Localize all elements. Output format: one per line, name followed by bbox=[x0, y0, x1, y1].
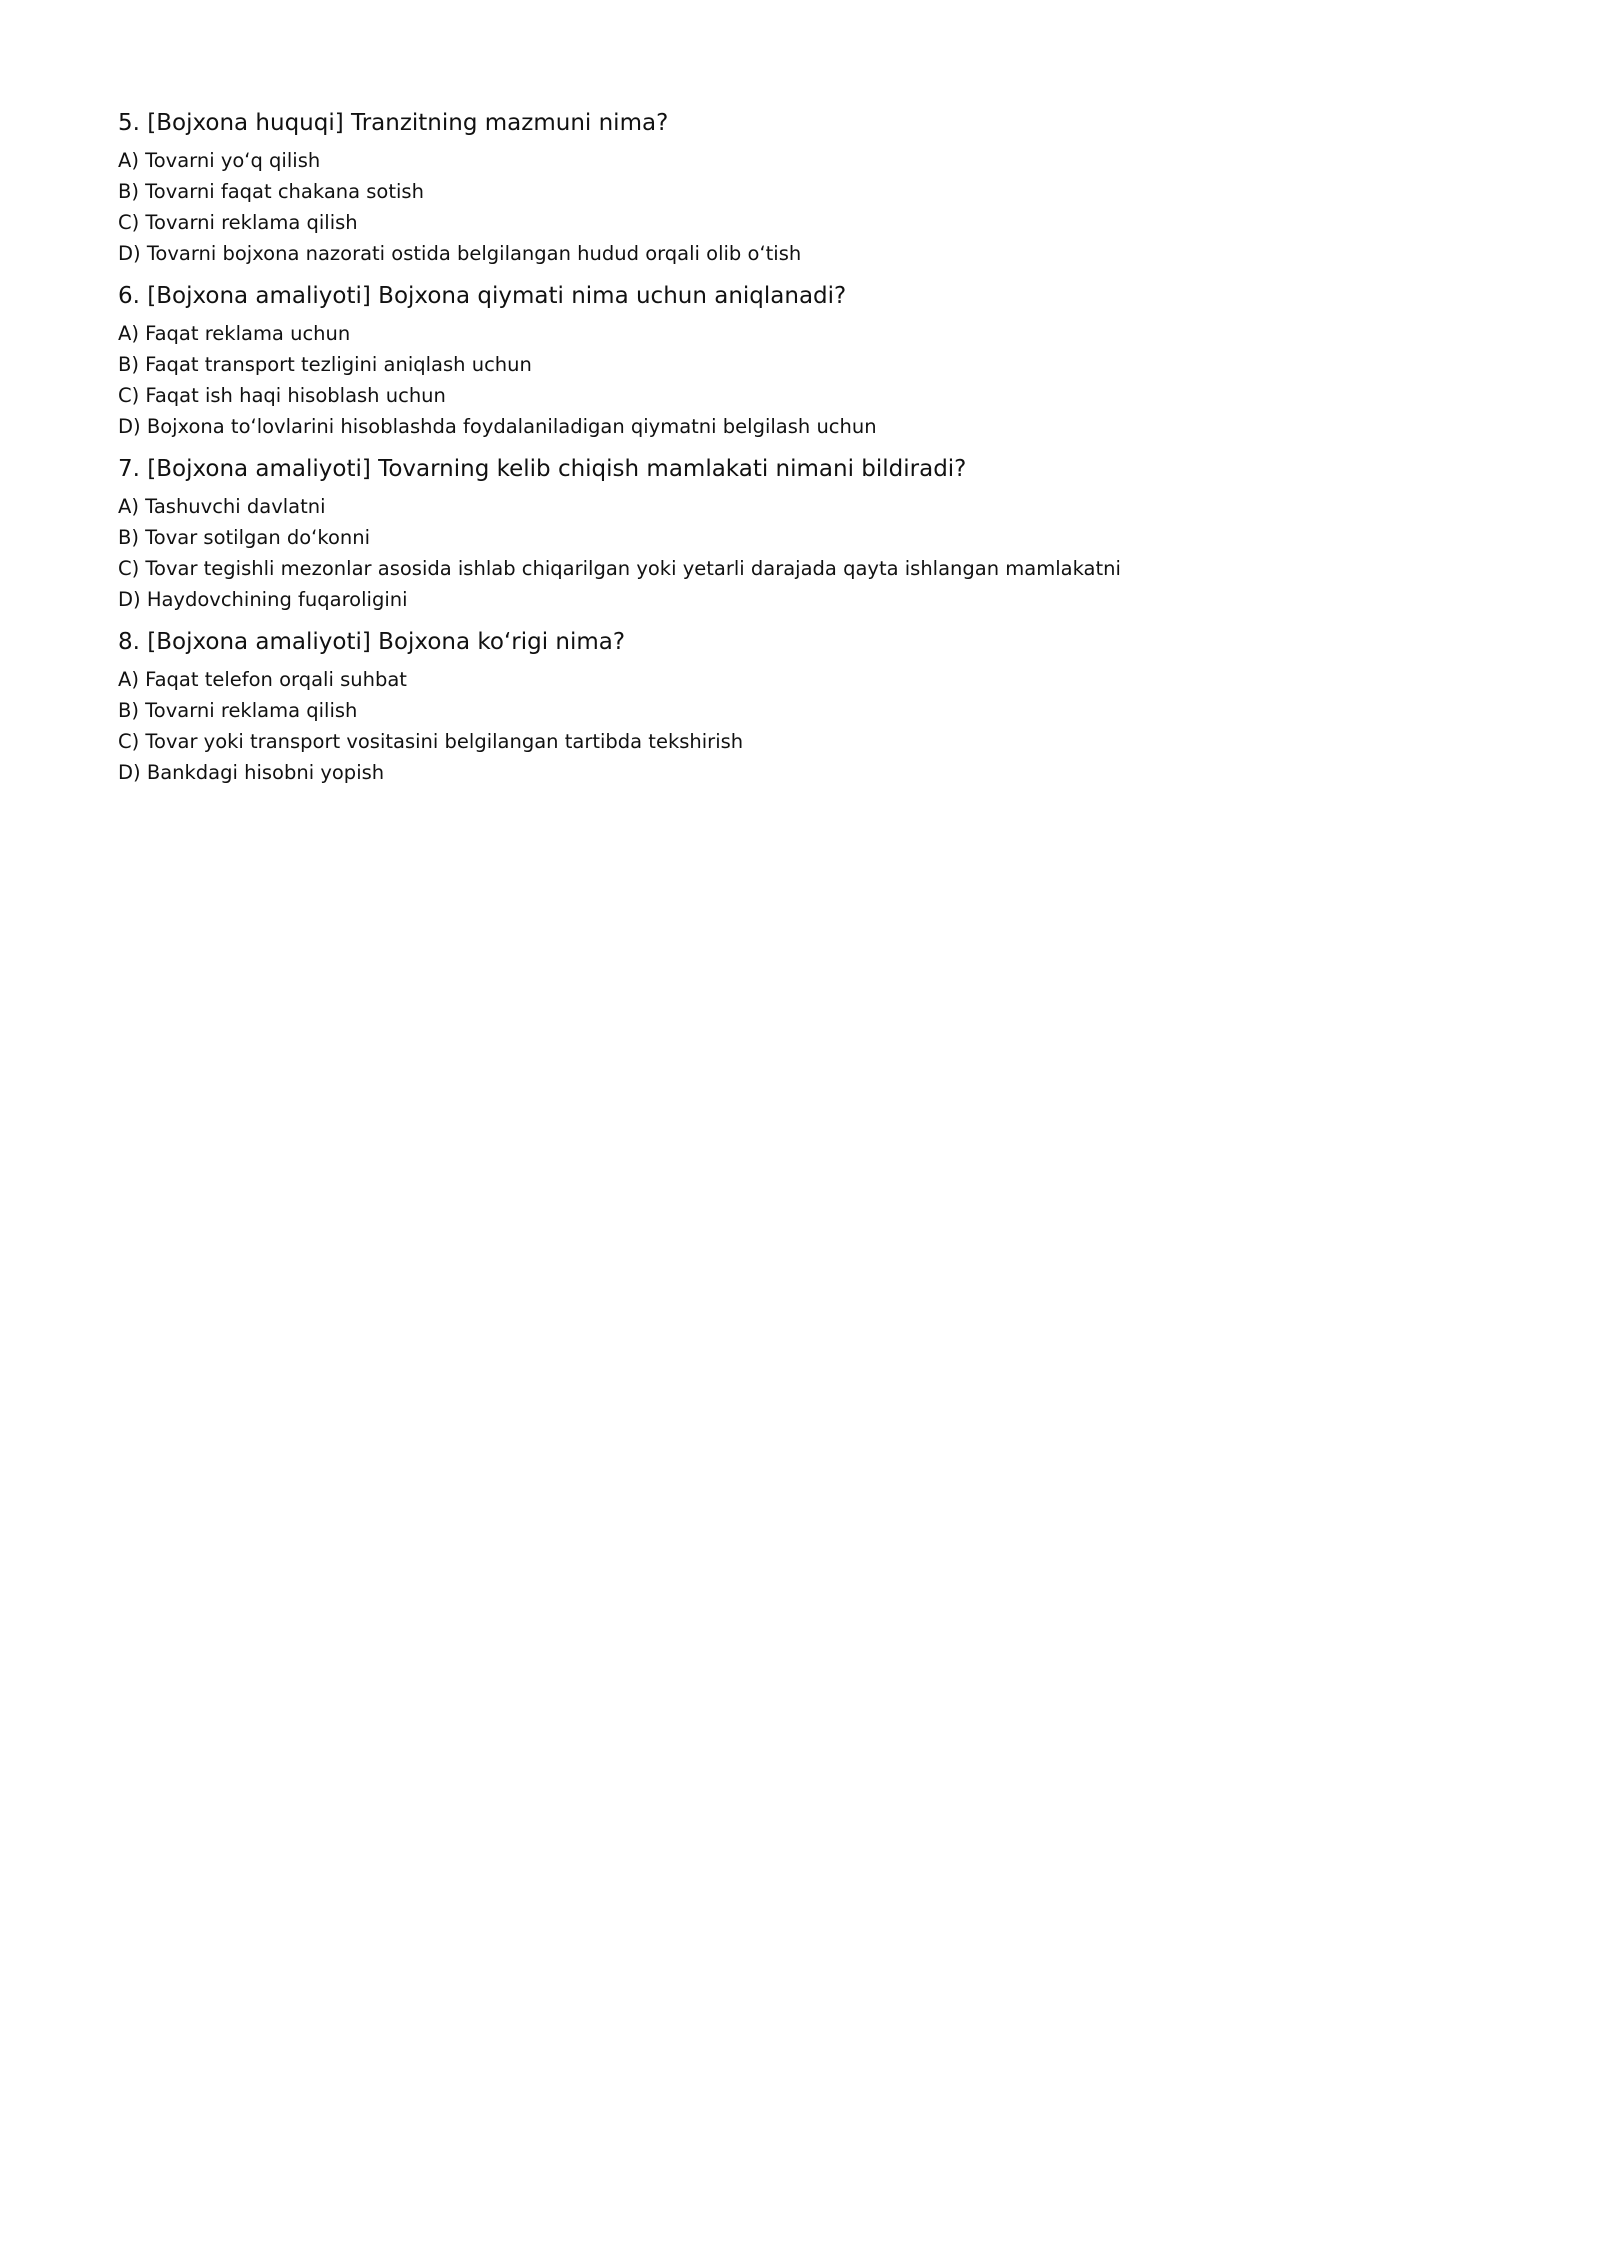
question-title: 6. [Bojxona amaliyoti] Bojxona qiymati nima uchun aniqlanadi? bbox=[118, 283, 847, 309]
option-a: A) Faqat reklama uchun bbox=[118, 322, 351, 345]
option-b: B) Tovarni reklama qilish bbox=[118, 699, 358, 722]
question-8 bbox=[118, 627, 1498, 788]
question-5 bbox=[118, 108, 1498, 269]
option-d: D) Bankdagi hisobni yopish bbox=[118, 761, 385, 784]
answer-options bbox=[118, 318, 1498, 442]
answer-options bbox=[118, 491, 1498, 615]
option-d: D) Bojxona to‘lovlarini hisoblashda foydalaniladigan qiymatni belgilash uchun bbox=[118, 415, 877, 438]
option-b: B) Faqat transport tezligini aniqlash uchun bbox=[118, 353, 532, 376]
option-c: C) Tovar tegishli mezonlar asosida ishlab chiqarilgan yoki yetarli darajada qayta ishlangan mamlakatni bbox=[118, 557, 1121, 580]
question-6 bbox=[118, 281, 1498, 442]
option-a: A) Tovarni yo‘q qilish bbox=[118, 149, 321, 172]
option-a: A) Faqat telefon orqali suhbat bbox=[118, 668, 407, 691]
option-b: B) Tovarni faqat chakana sotish bbox=[118, 180, 424, 203]
option-d: D) Tovarni bojxona nazorati ostida belgilangan hudud orqali olib o‘tish bbox=[118, 242, 802, 265]
option-c: C) Faqat ish haqi hisoblash uchun bbox=[118, 384, 446, 407]
option-d: D) Haydovchining fuqaroligini bbox=[118, 588, 408, 611]
option-b: B) Tovar sotilgan do‘konni bbox=[118, 526, 371, 549]
option-a: A) Tashuvchi davlatni bbox=[118, 495, 326, 518]
question-title: 5. [Bojxona huquqi] Tranzitning mazmuni nima? bbox=[118, 110, 669, 136]
option-c: C) Tovar yoki transport vositasini belgilangan tartibda tekshirish bbox=[118, 730, 744, 753]
question-7 bbox=[118, 454, 1498, 615]
option-c: C) Tovarni reklama qilish bbox=[118, 211, 358, 234]
answer-options bbox=[118, 145, 1498, 269]
question-title: 8. [Bojxona amaliyoti] Bojxona ko‘rigi nima? bbox=[118, 629, 626, 655]
document-page bbox=[118, 108, 1498, 800]
question-title: 7. [Bojxona amaliyoti] Tovarning kelib chiqish mamlakati nimani bildiradi? bbox=[118, 456, 967, 482]
answer-options bbox=[118, 664, 1498, 788]
